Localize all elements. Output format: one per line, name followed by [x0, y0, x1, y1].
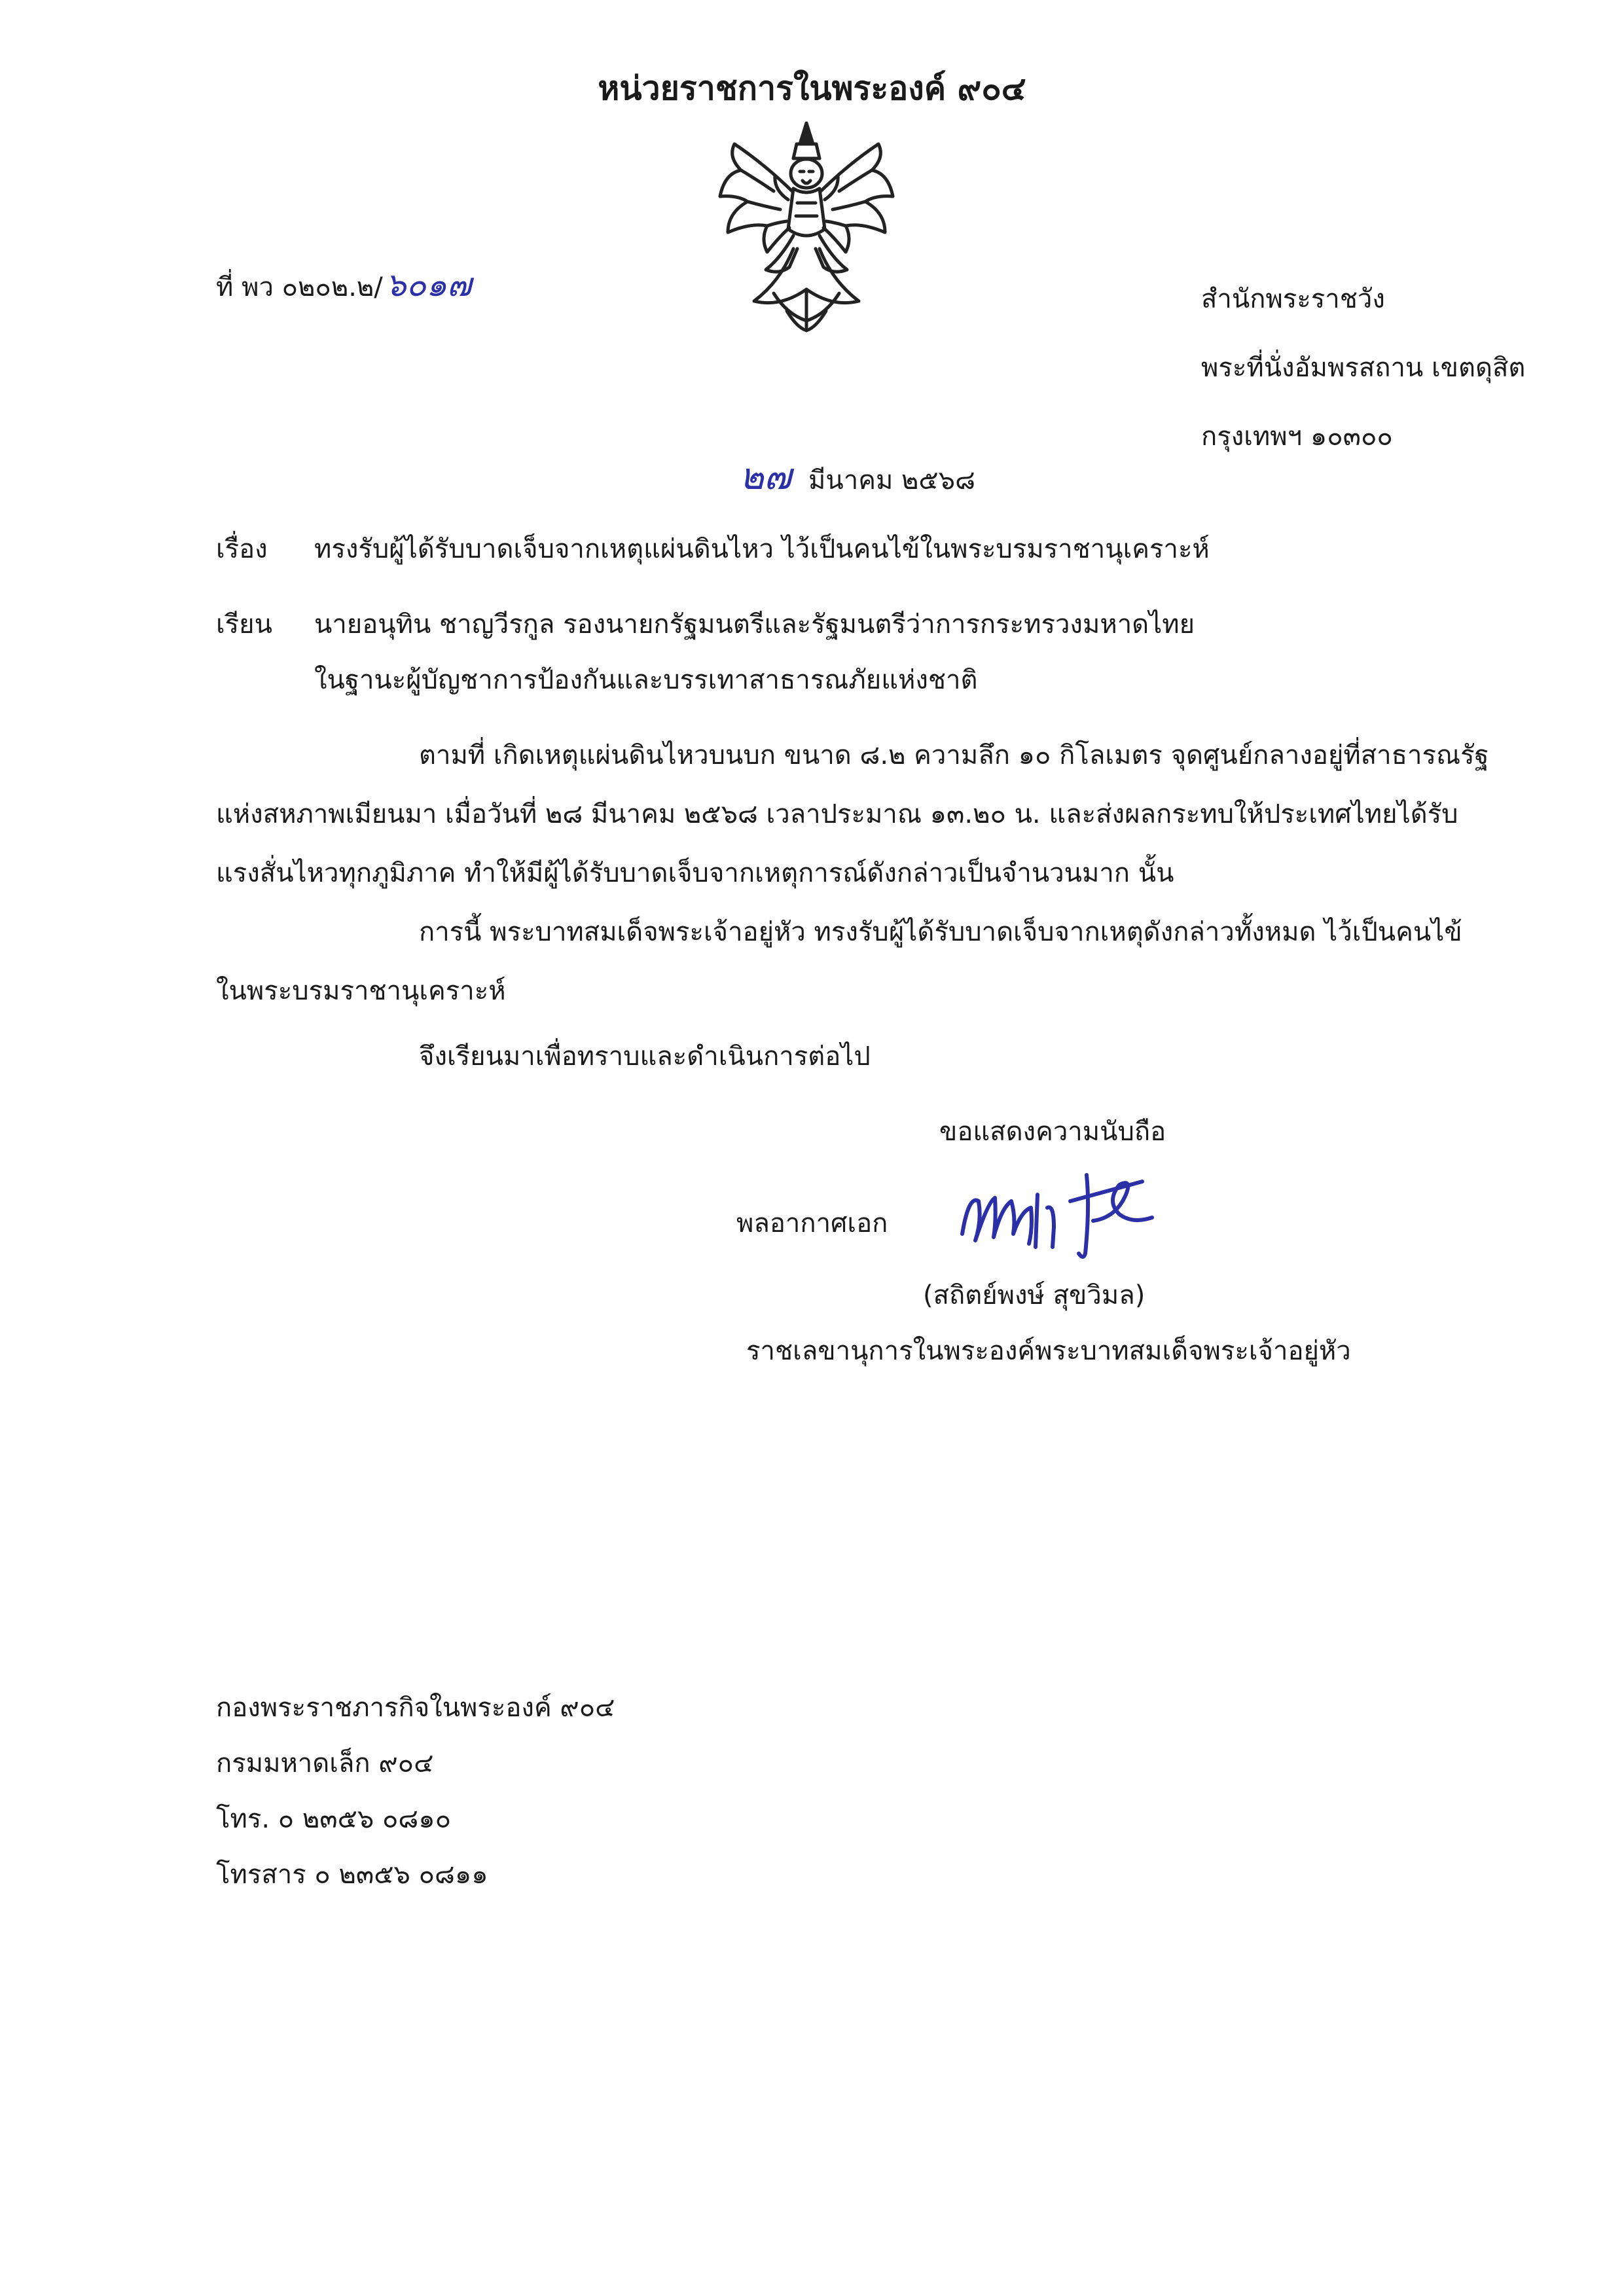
date-month-year: มีนาคม ๒๕๖๘ — [808, 465, 975, 496]
signer-rank: พลอากาศเอก — [736, 1208, 888, 1238]
reference-prefix: ที่ พว ๐๒๐๒.๒/ — [216, 272, 383, 302]
body-paragraph-line: ตามที่ เกิดเหตุแผ่นดินไหวบนบก ขนาด ๘.๒ ความลึก ๑๐ กิโลเมตร จุดศูนย์กลางอยู่ที่สาธารณรัฐ — [419, 740, 1489, 770]
salutation-recipient-role: ในฐานะผู้บัญชาการป้องกันและบรรเทาสาธารณภัยแห่งชาติ — [314, 665, 978, 695]
agency-header: หน่วยราชการในพระองค์ ๙๐๔ — [598, 69, 1026, 107]
garuda-emblem-icon — [702, 118, 911, 334]
closing-phrase: ขอแสดงความนับถือ — [939, 1117, 1166, 1147]
document-date — [740, 455, 975, 499]
body-paragraph-line: การนี้ พระบาทสมเด็จพระเจ้าอยู่หัว ทรงรับผู้ได้รับบาดเจ็บจากเหตุดังกล่าวทั้งหมด ไว้เป็นคนไข้ — [419, 917, 1462, 947]
body-paragraph-line: จึงเรียนมาเพื่อทราบและดำเนินการต่อไป — [419, 1041, 871, 1072]
signer-position: ราชเลขานุการในพระองค์พระบาทสมเด็จพระเจ้าอยู่หัว — [746, 1336, 1351, 1366]
handwritten-signature-icon — [956, 1155, 1165, 1267]
salutation-recipient: นายอนุทิน ชาญวีรกูล รองนายกรัฐมนตรีและรัฐมนตรีว่าการกระทรวงมหาดไทย — [314, 609, 1195, 640]
body-paragraph-line: แรงสั่นไหวทุกภูมิภาค ทำให้มีผู้ได้รับบาดเจ็บจากเหตุการณ์ดังกล่าวเป็นจำนวนมาก นั้น — [216, 858, 1174, 888]
date-day-handwritten: ๒๗ — [740, 456, 792, 498]
reference-number-handwritten: ๖๐๑๗ — [385, 266, 472, 304]
address-line: พระที่นั่งอัมพรสถาน เขตดุสิต — [1201, 353, 1526, 383]
reference-number — [216, 265, 471, 304]
footer-division: กรมมหาดเล็ก ๙๐๔ — [216, 1748, 434, 1778]
body-paragraph-line: ในพระบรมราชานุเคราะห์ — [216, 976, 506, 1006]
footer-telephone: โทร. ๐ ๒๓๕๖ ๐๘๑๐ — [216, 1804, 452, 1834]
salutation-label: เรียน — [216, 609, 272, 640]
address-line: สำนักพระราชวัง — [1201, 284, 1385, 314]
sender-address — [1201, 265, 1525, 471]
body-paragraph-line: แห่งสหภาพเมียนมา เมื่อวันที่ ๒๘ มีนาคม ๒๕๖๘ เวลาประมาณ ๑๓.๒๐ น. และส่งผลกระทบให้ประเทศไทยได้รับ — [216, 799, 1458, 829]
footer-department: กองพระราชภารกิจในพระองค์ ๙๐๔ — [216, 1693, 615, 1723]
subject-label: เรื่อง — [216, 534, 268, 564]
subject-text: ทรงรับผู้ได้รับบาดเจ็บจากเหตุแผ่นดินไหว ไว้เป็นคนไข้ในพระบรมราชานุเคราะห์ — [314, 534, 1210, 564]
address-line: กรุงเทพฯ ๑๐๓๐๐ — [1201, 422, 1393, 452]
signer-name: (สถิตย์พงษ์ สุขวิมล) — [923, 1280, 1146, 1310]
footer-fax: โทรสาร ๐ ๒๓๕๖ ๐๘๑๑ — [216, 1860, 488, 1890]
